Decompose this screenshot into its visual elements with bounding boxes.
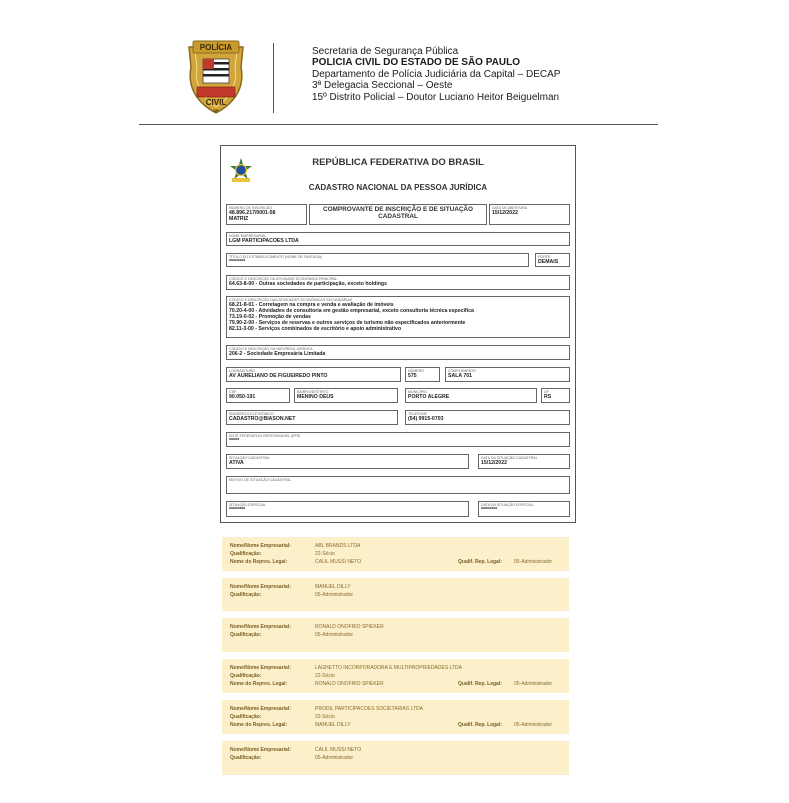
municipio-box: MUNICÍPIO PORTO ALEGRE (405, 388, 537, 403)
partner-row: Nome/Nome Empresarial: MANUEL DILLY Qualificação: 05-Administrador (222, 578, 569, 611)
cep-box: CEP 90.050-191 (226, 388, 290, 403)
header-line-departamento: Departamento de Polícia Judiciária da Capital – DECAP (312, 68, 561, 80)
cnpj-type: MATRIZ (229, 216, 249, 223)
header-line-secretaria: Secretaria de Segurança Pública (312, 46, 459, 57)
header-line-seccional: 3ª Delegacia Seccional – Oeste (312, 80, 453, 92)
data-situacao-box: DATA DA SITUAÇÃO CADASTRAL 15/12/2022 (478, 454, 570, 469)
partner-row: Nome/Nome Empresarial: ABL BRANDS LTDA Qualificação: 22-Sócio Nome do Repres. Legal: CALIL MUSSI NETO Qualif. Rep. Legal: 05-Administrador (222, 537, 569, 571)
partner-name: CALIL MUSSI NETO (315, 747, 362, 753)
badge-sp-text: SP (213, 108, 219, 113)
partner-row: Nome/Nome Empresarial: PRODIL PARTICIPACOES SOCIETARIAS LTDA Qualificação: 22-Sócio Nome do Repres. Legal: MANUEL DILLY Qualif. Rep. Legal: 05-Administrador (222, 700, 569, 734)
situacao-value: ATIVA (229, 460, 244, 467)
atividade-secundaria-item: 70.20-4-00 - Atividades de consultoria em gestão empresarial, exceto consultoria técnica específica (229, 308, 474, 315)
atividade-principal-box: CÓDIGO E DESCRIÇÃO DA ATIVIDADE ECONÔMICA PRINCIPAL 64.63-8-00 - Outras sociedades de participação, exceto holdings (226, 275, 570, 290)
header-line-distrito: 15º Distrito Policial – Doutor Luciano Heitor Beiguelman (312, 91, 560, 103)
partner-row: Nome/Nome Empresarial: RONALD ONOFRIO SPIEKER Qualificação: 05-Administrador (222, 618, 569, 652)
porte-box: PORTE DEMAIS (535, 253, 570, 267)
partner-name: ABL BRANDS LTDA (315, 543, 361, 549)
fantasia-box: TÍTULO DO ESTABELECIMENTO (NOME DE FANTASIA) ******** (226, 253, 529, 267)
numero-box: NÚMERO 575 (405, 367, 440, 382)
inscricao-box: NÚMERO DE INSCRIÇÃO 48.896.217/0001-58 MATRIZ (226, 204, 307, 225)
bairro-box: BAIRRO/DISTRITO MENINO DEUS (294, 388, 398, 403)
header-text (312, 46, 560, 103)
nome-empresarial-box: NOME EMPRESARIAL LGM PARTICIPACOES LTDA (226, 232, 570, 246)
natureza-box: CÓDIGO E DESCRIÇÃO DA NATUREZA JURÍDICA 206-2 - Sociedade Empresária Limitada (226, 345, 570, 360)
police-badge-logo (183, 37, 249, 117)
telefone-box: TELEFONE (54) 9915-0703 (405, 410, 570, 425)
comprovante-box: COMPROVANTE DE INSCRIÇÃO E DE SITUAÇÃO CADASTRAL (309, 204, 487, 225)
partner-name: RONALD ONOFRIO SPIEKER (315, 624, 384, 630)
cnpj-card (220, 145, 576, 523)
partner-row: Nome/Nome Empresarial: CALIL MUSSI NETO Qualificação: 05-Administrador (222, 741, 569, 775)
email-box: ENDEREÇO ELETRÔNICO CADASTRO@BIASON.NET (226, 410, 398, 425)
atividade-secundaria-item: 82.11-3-00 - Serviços combinados de escritório e apoio administrativo (229, 326, 402, 333)
motivo-box: MOTIVO DE SITUAÇÃO CADASTRAL (226, 476, 570, 494)
situacao-box: SITUAÇÃO CADASTRAL ATIVA (226, 454, 469, 469)
atividade-secundaria-item: 68.21-8-01 - Corretagem na compra e venda e avaliação de imóveis (229, 302, 394, 309)
atividades-secundarias-box: CÓDIGO E DESCRIÇÃO DAS ATIVIDADES ECONÔMICAS SECUNDÁRIAS 68.21-8-01 - Corretagem na compra e venda e avaliação de imóveis 70.20-4-00 - Atividades de consultoria em gestão empresarial, exceto consultoria técnica específica 73.19-0-02 - Promoção de vendas 79.90-2-00 - Serviços de reservas e outros serviços de turismo não especificados anteriormente 82.11-3-00 - Serviços combinados de escritório e apoio administrativo (226, 296, 570, 338)
card-subtitle: CADASTRO NACIONAL DA PESSOA JURÍDICA (308, 183, 488, 192)
data-especial-box: DATA DA SITUAÇÃO ESPECIAL ******** (478, 501, 570, 517)
partner-name: PRODIL PARTICIPACOES SOCIETARIAS LTDA (315, 706, 423, 712)
partner-name: MANUEL DILLY (315, 584, 351, 590)
partner-row: Nome/Nome Empresarial: LAGHETTO INCORPORADORA E MULTIPROPRIEDADES LTDA Qualificação: 22-Sócio Nome do Repres. Legal: RONALD ONOFRIO SPIEKER Qualif. Rep. Legal: 05-Administrador (222, 659, 569, 693)
logradouro-box: LOGRADOURO AV AURELIANO DE FIGUEIREDO PINTO (226, 367, 401, 382)
abertura-box: DATA DE ABERTURA 15/12/2022 (489, 204, 570, 225)
efr-box: ENTE FEDERATIVO RESPONSÁVEL (EFR) ***** (226, 432, 570, 447)
header-rule (139, 124, 658, 125)
header-line-policia: POLICIA CIVIL DO ESTADO DE SÃO PAULO (312, 57, 520, 69)
card-title: REPÚBLICA FEDERATIVA DO BRASIL (312, 157, 484, 168)
cnpj-number: 48.896.217/0001-58 (229, 210, 276, 217)
partner-name: LAGHETTO INCORPORADORA E MULTIPROPRIEDADES LTDA (315, 665, 462, 671)
badge-top-text: POLÍCIA (199, 43, 233, 52)
header-divider (273, 43, 274, 113)
atividade-secundaria-item: 79.90-2-00 - Serviços de reservas e outros serviços de turismo não especificados anteriormente (229, 320, 466, 327)
atividade-secundaria-item: 73.19-0-02 - Promoção de vendas (229, 314, 311, 321)
badge-bottom-text: CIVIL (205, 98, 227, 107)
complemento-box: COMPLEMENTO SALA 701 (445, 367, 570, 382)
uf-box: UF RS (541, 388, 570, 403)
situacao-especial-box: SITUAÇÃO ESPECIAL ******** (226, 501, 469, 517)
